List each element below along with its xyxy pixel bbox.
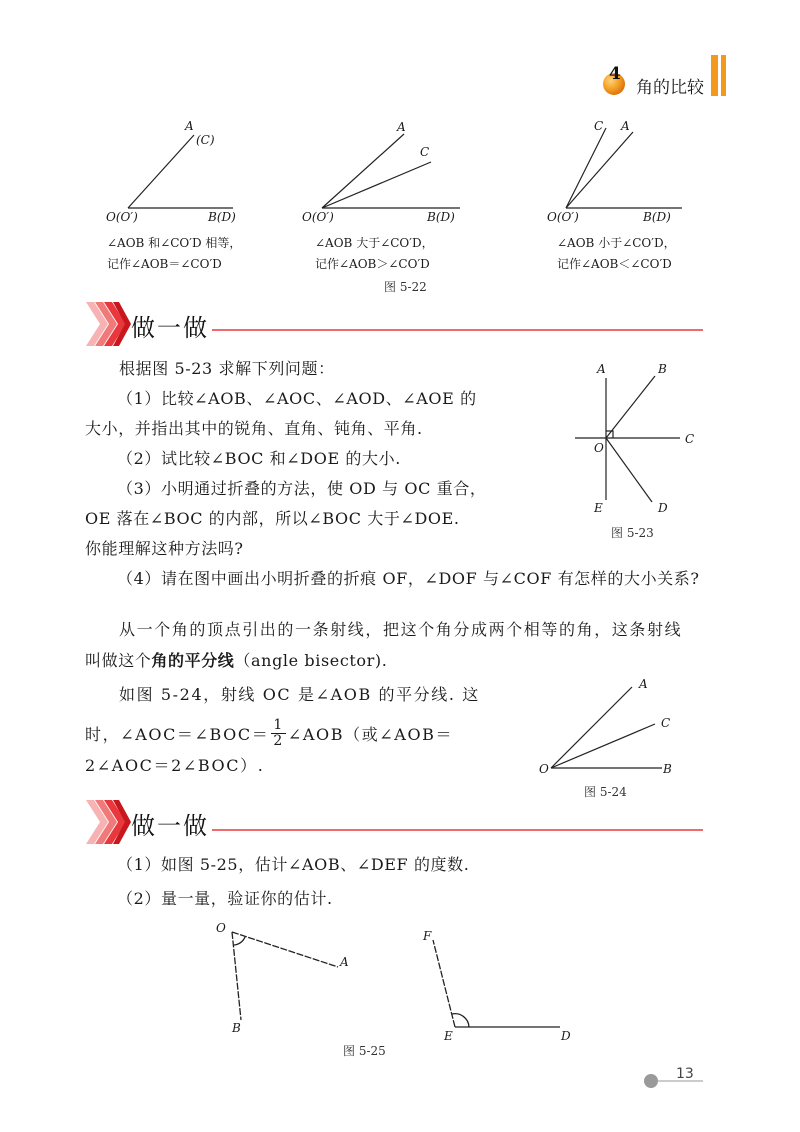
definition-line-1: 从一个角的顶点引出的一条射线，把这个角分成两个相等的角，这条射线 [119, 620, 683, 639]
fig22-d1-label-o: O(O′) [106, 210, 138, 224]
fig22-d2-label-c: C [420, 145, 430, 159]
activity1-line-2: （1）比较∠AOB、∠AOC、∠AOD、∠AOE 的 [117, 389, 477, 408]
figure-5-24 [551, 687, 662, 768]
definition-line-2 [85, 651, 387, 671]
fig25-label-o: O [216, 921, 226, 935]
fig22-d2-label-a: A [397, 120, 406, 134]
footer-dot-icon [644, 1074, 658, 1088]
activity1-line-3: 大小，并指出其中的锐角、直角、钝角、平角. [85, 419, 423, 438]
fig22-d1-caption-2: 记作∠AOB＝∠CO′D [107, 257, 222, 271]
header-bar-left [711, 55, 718, 96]
fig22-d3-label-b: B(D) [643, 210, 671, 224]
activity1-line-1: 根据图 5-23 求解下列问题： [119, 359, 335, 378]
definition-line-2-before: 叫做这个 [85, 651, 152, 670]
figure-5-25-labels [216, 921, 571, 1043]
fig22-d3-label-c: C [594, 119, 604, 133]
fig24-label-b: B [663, 762, 672, 776]
fig24-label-a: A [639, 677, 648, 691]
activity2-line-2: （2）量一量，验证你的估计. [117, 889, 333, 908]
example-line-1: 如图 5-24，射线 OC 是∠AOB 的平分线. 这 [119, 685, 480, 704]
activity1-line-5: （3）小明通过折叠的方法，使 OD 与 OC 重合， [117, 479, 487, 498]
activity1-line-4: （2）试比较∠BOC 和∠DOE 的大小. [117, 449, 401, 468]
fig22-d3-caption-1: ∠AOB 小于∠CO′D， [557, 236, 676, 250]
fig22-d2-label-b: B(D) [427, 210, 455, 224]
fig22-d1-label-b: B(D) [208, 210, 236, 224]
definition-term: 角的平分线 [151, 651, 235, 670]
fig24-title: 图 5-24 [584, 785, 627, 799]
chapter-title: 角的比较 [636, 78, 704, 98]
fig23-title: 图 5-23 [611, 526, 654, 540]
fig23-label-o: O [594, 441, 604, 455]
activity2-line-1: （1）如图 5-25，估计∠AOB、∠DEF 的度数. [117, 855, 470, 874]
fig22-d3-label-o: O(O′) [547, 210, 579, 224]
fig22-d2-caption-1: ∠AOB 大于∠CO′D， [315, 236, 434, 250]
activity1-line-6: OE 落在∠BOC 的内部，所以∠BOC 大于∠DOE. [85, 509, 460, 528]
example-line-2-before: 时，∠AOC＝∠BOC＝ [85, 725, 270, 744]
fig22-d2-caption-2: 记作∠AOB＞∠CO′D [315, 257, 430, 271]
activity1-heading: 做一做 [131, 314, 209, 342]
activity1-line-8: （4）请在图中画出小明折叠的折痕 OF，∠DOF 与∠COF 有怎样的大小关系? [117, 569, 700, 588]
fig22-d3-caption-2: 记作∠AOB＜∠CO′D [557, 257, 672, 271]
fig22-d2-label-o: O(O′) [302, 210, 334, 224]
fig23-label-d: D [658, 501, 668, 515]
fig23-label-b: B [658, 362, 667, 376]
fig25-label-d: D [561, 1029, 571, 1043]
fig25-label-a: A [340, 955, 349, 969]
figure-5-23 [575, 376, 680, 502]
activity2-heading: 做一做 [131, 812, 209, 840]
fig23-label-a: A [597, 362, 606, 376]
figure-5-24-labels [539, 677, 672, 776]
fig25-title: 图 5-25 [343, 1044, 386, 1058]
fig25-label-b: B [232, 1021, 241, 1035]
activity1-chevron-icon [86, 302, 131, 346]
fraction-numerator: 1 [273, 717, 284, 733]
chapter-number: 4 [609, 64, 621, 84]
figure-5-25 [232, 932, 560, 1027]
fig23-label-e: E [594, 501, 603, 515]
fraction-denominator: 2 [273, 733, 284, 749]
page-footer [644, 1074, 703, 1088]
fig22-title: 图 5-22 [384, 280, 427, 294]
example-line-2-after: ∠AOB（或∠AOB＝ [287, 725, 454, 744]
fig25-label-e: E [444, 1029, 453, 1043]
activity2-chevron-icon [86, 800, 131, 844]
fig23-label-c: C [685, 432, 695, 446]
fig22-d3-label-a: A [621, 119, 630, 133]
fig22-d1-label-c: (C) [196, 133, 215, 147]
one-half-fraction [271, 718, 286, 749]
definition-line-2-after: （angle bisector). [234, 651, 388, 670]
header-bar-right [721, 55, 726, 96]
example-line-2 [85, 717, 454, 751]
fig24-label-o: O [539, 762, 549, 776]
example-line-3: 2∠AOC＝2∠BOC）. [85, 756, 265, 775]
activity1-line-7: 你能理解这种方法吗? [85, 539, 244, 558]
fig22-d1-caption-1: ∠AOB 和∠CO′D 相等， [107, 236, 242, 250]
fig25-label-f: F [423, 929, 432, 943]
page-number: 13 [676, 1066, 694, 1082]
fig24-label-c: C [661, 716, 671, 730]
fig22-d1-label-a: A [185, 119, 194, 133]
